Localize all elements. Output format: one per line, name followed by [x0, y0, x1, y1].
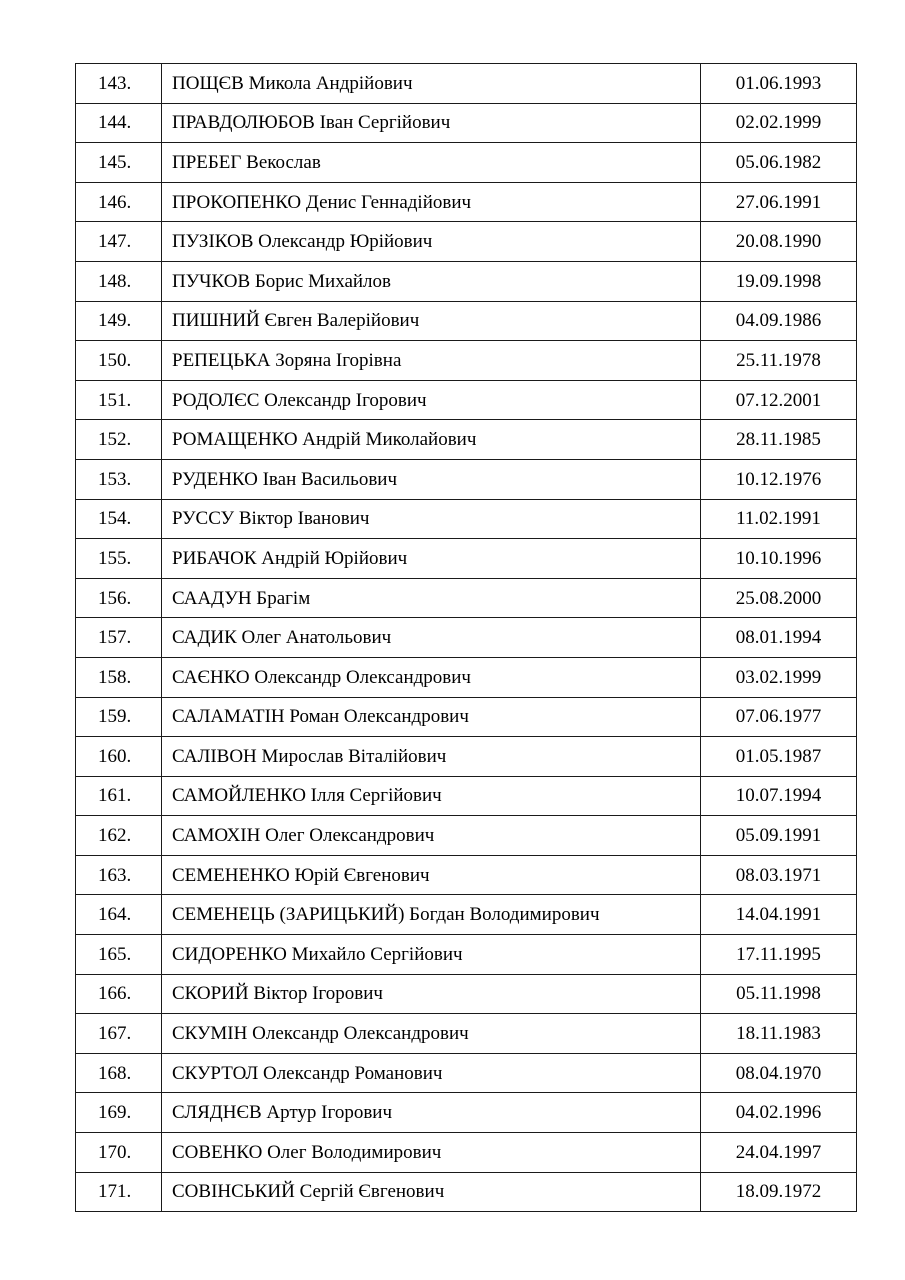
birth-date-cell: 05.09.1991: [701, 816, 857, 856]
table-row: [76, 539, 857, 579]
person-name-cell: СИДОРЕНКО Михайло Сергійович: [162, 935, 701, 975]
row-number-cell: 143.: [76, 64, 162, 104]
birth-date-cell: 03.02.1999: [701, 657, 857, 697]
row-number-cell: 153.: [76, 459, 162, 499]
person-name-cell: РЕПЕЦЬКА Зоряна Ігорівна: [162, 341, 701, 381]
person-name-cell: ПУЗІКОВ Олександр Юрійович: [162, 222, 701, 262]
roster-table: [75, 63, 857, 1212]
person-name-cell: ПРОКОПЕНКО Денис Геннадійович: [162, 182, 701, 222]
table-row: [76, 301, 857, 341]
row-number-cell: 150.: [76, 341, 162, 381]
row-number-cell: 165.: [76, 935, 162, 975]
table-row: [76, 222, 857, 262]
roster-table-body: [76, 64, 857, 1212]
person-name-cell: ПОЩЄВ Микола Андрійович: [162, 64, 701, 104]
row-number-cell: 157.: [76, 618, 162, 658]
birth-date-cell: 01.05.1987: [701, 737, 857, 777]
person-name-cell: САМОЙЛЕНКО Ілля Сергійович: [162, 776, 701, 816]
table-row: [76, 261, 857, 301]
row-number-cell: 163.: [76, 855, 162, 895]
person-name-cell: САЛІВОН Мирослав Віталійович: [162, 737, 701, 777]
table-row: [76, 737, 857, 777]
row-number-cell: 151.: [76, 380, 162, 420]
person-name-cell: САЛАМАТІН Роман Олександрович: [162, 697, 701, 737]
row-number-cell: 146.: [76, 182, 162, 222]
person-name-cell: РУССУ Віктор Іванович: [162, 499, 701, 539]
table-row: [76, 776, 857, 816]
row-number-cell: 161.: [76, 776, 162, 816]
birth-date-cell: 25.11.1978: [701, 341, 857, 381]
person-name-cell: СЕМЕНЕНКО Юрій Євгенович: [162, 855, 701, 895]
row-number-cell: 149.: [76, 301, 162, 341]
birth-date-cell: 04.09.1986: [701, 301, 857, 341]
row-number-cell: 152.: [76, 420, 162, 460]
birth-date-cell: 28.11.1985: [701, 420, 857, 460]
row-number-cell: 164.: [76, 895, 162, 935]
person-name-cell: САДИК Олег Анатольович: [162, 618, 701, 658]
birth-date-cell: 08.04.1970: [701, 1053, 857, 1093]
row-number-cell: 166.: [76, 974, 162, 1014]
person-name-cell: СОВІНСЬКИЙ Сергій Євгенович: [162, 1172, 701, 1212]
person-name-cell: ПРАВДОЛЮБОВ Іван Сергійович: [162, 103, 701, 143]
birth-date-cell: 14.04.1991: [701, 895, 857, 935]
row-number-cell: 144.: [76, 103, 162, 143]
table-row: [76, 459, 857, 499]
person-name-cell: СКУМІН Олександр Олександрович: [162, 1014, 701, 1054]
person-name-cell: РОМАЩЕНКО Андрій Миколайович: [162, 420, 701, 460]
birth-date-cell: 08.03.1971: [701, 855, 857, 895]
birth-date-cell: 05.11.1998: [701, 974, 857, 1014]
table-row: [76, 1172, 857, 1212]
birth-date-cell: 04.02.1996: [701, 1093, 857, 1133]
row-number-cell: 156.: [76, 578, 162, 618]
row-number-cell: 171.: [76, 1172, 162, 1212]
person-name-cell: САМОХІН Олег Олександрович: [162, 816, 701, 856]
table-row: [76, 618, 857, 658]
row-number-cell: 148.: [76, 261, 162, 301]
row-number-cell: 160.: [76, 737, 162, 777]
row-number-cell: 145.: [76, 143, 162, 183]
birth-date-cell: 07.06.1977: [701, 697, 857, 737]
person-name-cell: РУДЕНКО Іван Васильович: [162, 459, 701, 499]
birth-date-cell: 10.07.1994: [701, 776, 857, 816]
birth-date-cell: 02.02.1999: [701, 103, 857, 143]
table-row: [76, 1053, 857, 1093]
person-name-cell: СЛЯДНЄВ Артур Ігорович: [162, 1093, 701, 1133]
birth-date-cell: 05.06.1982: [701, 143, 857, 183]
person-name-cell: СКУРТОЛ Олександр Романович: [162, 1053, 701, 1093]
birth-date-cell: 11.02.1991: [701, 499, 857, 539]
table-row: [76, 420, 857, 460]
table-row: [76, 974, 857, 1014]
table-row: [76, 578, 857, 618]
table-row: [76, 499, 857, 539]
table-row: [76, 1133, 857, 1173]
row-number-cell: 162.: [76, 816, 162, 856]
row-number-cell: 147.: [76, 222, 162, 262]
person-name-cell: ПРЕБЕГ Векослав: [162, 143, 701, 183]
birth-date-cell: 07.12.2001: [701, 380, 857, 420]
table-row: [76, 816, 857, 856]
birth-date-cell: 25.08.2000: [701, 578, 857, 618]
birth-date-cell: 17.11.1995: [701, 935, 857, 975]
table-row: [76, 895, 857, 935]
birth-date-cell: 10.10.1996: [701, 539, 857, 579]
table-row: [76, 103, 857, 143]
person-name-cell: САЄНКО Олександр Олександрович: [162, 657, 701, 697]
table-row: [76, 182, 857, 222]
person-name-cell: СКОРИЙ Віктор Ігорович: [162, 974, 701, 1014]
row-number-cell: 159.: [76, 697, 162, 737]
birth-date-cell: 18.11.1983: [701, 1014, 857, 1054]
row-number-cell: 154.: [76, 499, 162, 539]
table-row: [76, 1014, 857, 1054]
birth-date-cell: 08.01.1994: [701, 618, 857, 658]
table-row: [76, 64, 857, 104]
row-number-cell: 170.: [76, 1133, 162, 1173]
person-name-cell: РОДОЛЄС Олександр Ігорович: [162, 380, 701, 420]
table-row: [76, 855, 857, 895]
person-name-cell: СААДУН Брагім: [162, 578, 701, 618]
table-row: [76, 143, 857, 183]
row-number-cell: 155.: [76, 539, 162, 579]
birth-date-cell: 24.04.1997: [701, 1133, 857, 1173]
row-number-cell: 169.: [76, 1093, 162, 1133]
row-number-cell: 167.: [76, 1014, 162, 1054]
person-name-cell: СОВЕНКО Олег Володимирович: [162, 1133, 701, 1173]
table-row: [76, 657, 857, 697]
birth-date-cell: 27.06.1991: [701, 182, 857, 222]
row-number-cell: 158.: [76, 657, 162, 697]
person-name-cell: РИБАЧОК Андрій Юрійович: [162, 539, 701, 579]
birth-date-cell: 19.09.1998: [701, 261, 857, 301]
person-name-cell: ПУЧКОВ Борис Михайлов: [162, 261, 701, 301]
person-name-cell: СЕМЕНЕЦЬ (ЗАРИЦЬКИЙ) Богдан Володимирович: [162, 895, 701, 935]
birth-date-cell: 01.06.1993: [701, 64, 857, 104]
table-row: [76, 341, 857, 381]
birth-date-cell: 20.08.1990: [701, 222, 857, 262]
birth-date-cell: 18.09.1972: [701, 1172, 857, 1212]
person-name-cell: ПИШНИЙ Євген Валерійович: [162, 301, 701, 341]
table-row: [76, 697, 857, 737]
table-row: [76, 935, 857, 975]
table-row: [76, 380, 857, 420]
birth-date-cell: 10.12.1976: [701, 459, 857, 499]
row-number-cell: 168.: [76, 1053, 162, 1093]
table-row: [76, 1093, 857, 1133]
